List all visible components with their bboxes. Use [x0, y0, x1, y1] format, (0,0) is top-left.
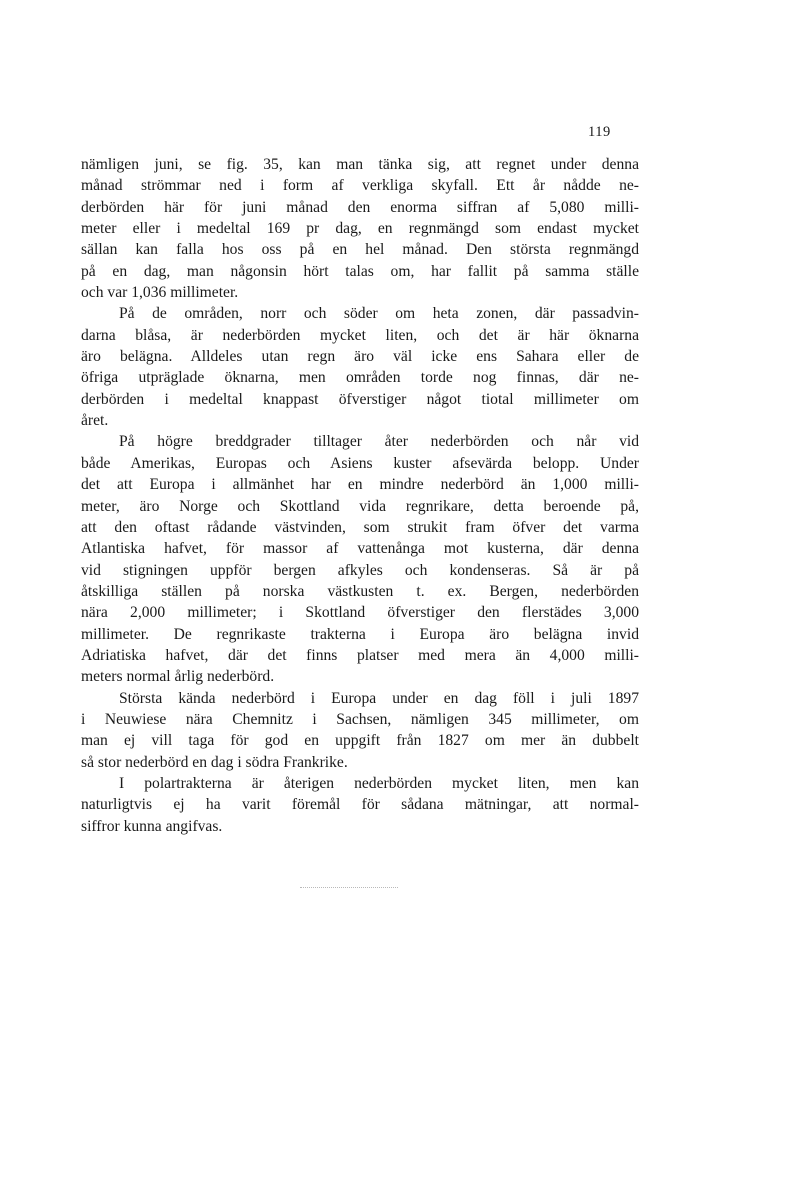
text-line: siffror kunna angifvas.	[81, 817, 223, 835]
text-line: derbörden i medeltal knappast öfverstiger något tiotal millimeter om	[81, 390, 639, 408]
text-line: öfriga utpräglade öknarna, men områden torde nog finnas, där ne-	[81, 369, 639, 387]
paragraph-1	[81, 154, 639, 303]
text-line: både Amerikas, Europas och Asiens kuster afsevärda belopp. Under	[81, 454, 639, 472]
paragraph-2	[81, 303, 639, 431]
text-line: året.	[81, 412, 109, 430]
paragraph-3	[81, 431, 639, 687]
text-line: man ej vill taga för god en uppgift från 1827 om mer än dubbelt	[81, 732, 639, 750]
text-line: på en dag, man någonsin hört talas om, har fallit på samma ställe	[81, 262, 639, 280]
text-line: meter, äro Norge och Skottland vida regnrikare, detta beroende på,	[81, 497, 639, 515]
section-divider	[300, 887, 398, 888]
text-line: På högre breddgrader tilltager åter nederbörden och når vid	[119, 433, 639, 451]
text-line: att den oftast rådande västvinden, som strukit fram öfver det varma	[81, 518, 639, 536]
text-line: darna blåsa, är nederbörden mycket liten, och det är här öknarna	[81, 326, 639, 344]
paragraph-4	[81, 688, 639, 773]
text-line: det att Europa i allmänhet har en mindre nederbörd än 1,000 milli-	[81, 476, 639, 494]
text-line: sällan kan falla hos oss på en hel månad. Den största regnmängd	[81, 241, 639, 259]
text-line: nämligen juni, se fig. 35, kan man tänka sig, att regnet under denna	[81, 156, 639, 173]
text-line: och var 1,036 millimeter.	[81, 284, 239, 302]
body-text	[81, 154, 639, 837]
text-line: månad strömmar ned i form af verkliga skyfall. Ett år nådde ne-	[81, 177, 639, 195]
text-line: äro belägna. Alldeles utan regn äro väl icke ens Sahara eller de	[81, 348, 639, 366]
page-number: 119	[588, 124, 611, 140]
text-line: vid stigningen uppför bergen afkyles och kondenseras. Så är på	[81, 561, 639, 579]
text-line: På de områden, norr och söder om heta zonen, där passadvin-	[119, 305, 639, 323]
text-line: Atlantiska hafvet, för massor af vattenånga mot kusterna, där denna	[81, 540, 639, 558]
text-line: millimeter. De regnrikaste trakterna i Europa äro belägna invid	[81, 625, 639, 643]
text-line: nära 2,000 millimeter; i Skottland öfverstiger den flerstädes 3,000	[81, 604, 639, 622]
text-line: Största kända nederbörd i Europa under en dag föll i juli 1897	[119, 689, 639, 707]
text-line: så stor nederbörd en dag i södra Frankrike.	[81, 753, 348, 771]
text-line: Adriatiska hafvet, där det finns platser med mera än 4,000 milli-	[81, 646, 639, 664]
paragraph-5	[81, 773, 639, 837]
text-line: åtskilliga ställen på norska västkusten t. ex. Bergen, nederbörden	[81, 582, 639, 600]
text-line: meter eller i medeltal 169 pr dag, en regnmängd som endast mycket	[81, 220, 639, 238]
text-line: i Neuwiese nära Chemnitz i Sachsen, nämligen 345 millimeter, om	[81, 710, 639, 728]
text-line: meters normal årlig nederbörd.	[81, 668, 275, 686]
text-line: I polartrakterna är återigen nederbörden mycket liten, men kan	[119, 774, 639, 792]
text-line: derbörden här för juni månad den enorma siffran af 5,080 milli-	[81, 198, 639, 216]
text-line: naturligtvis ej ha varit föremål för sådana mätningar, att normal-	[81, 796, 639, 814]
